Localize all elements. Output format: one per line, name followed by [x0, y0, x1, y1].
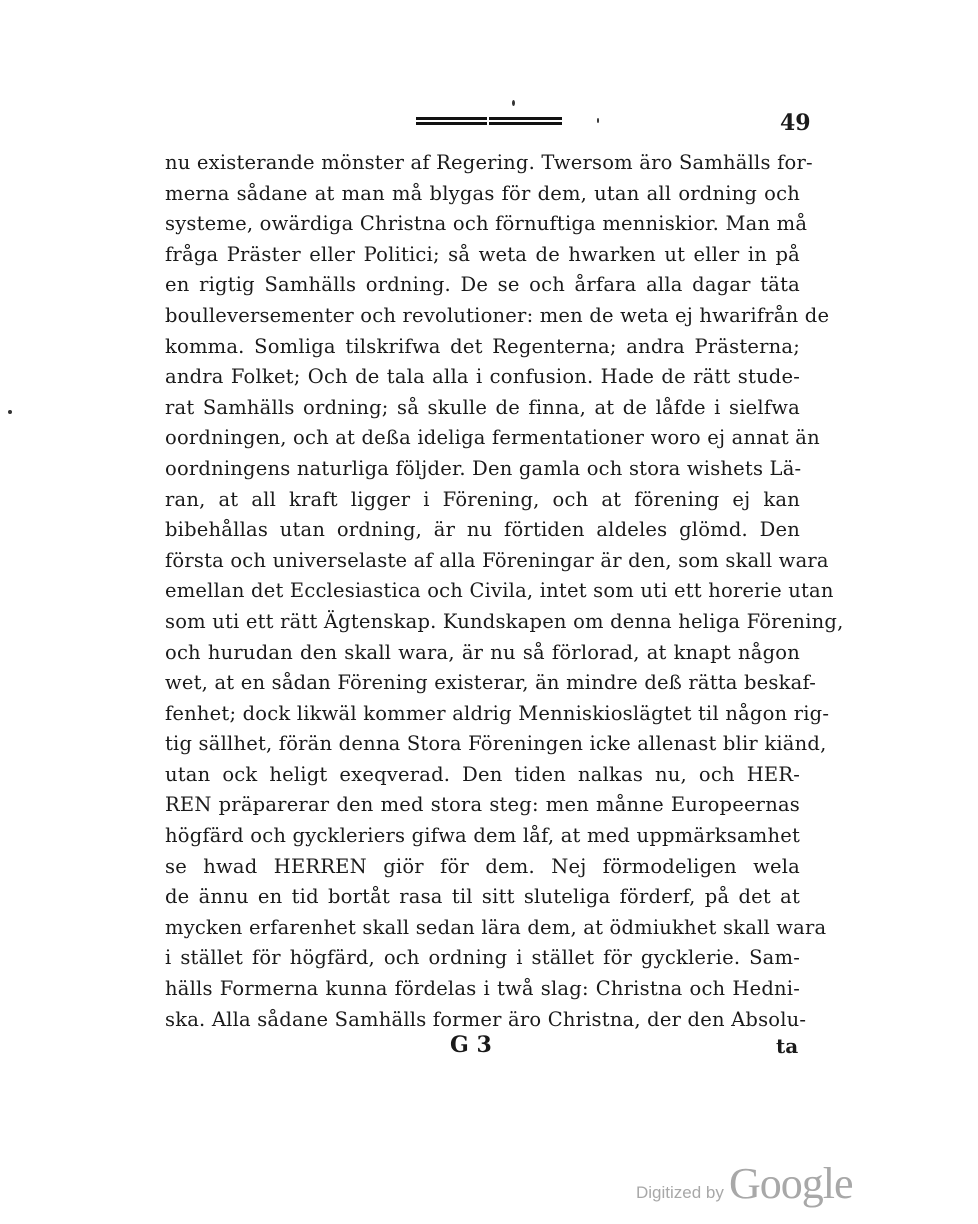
text-line: första och universelaste af alla Föreningar är den, som skall wara [165, 548, 829, 572]
text-line: andra Folket; Och de tala alla i confusion. Hade de rätt stude- [165, 365, 800, 389]
text-line: rat Samhälls ordning; så skulle de finna, at de låfde i sielfwa [165, 395, 800, 419]
watermark-prefix: Digitized by [636, 1183, 724, 1202]
page-number: 49 [780, 110, 811, 136]
text-line: ska. Alla sådane Samhälls former äro Christna, der den Absolu- [165, 1007, 807, 1031]
text-line: wet, at en sådan Förening existerar, än mindre deß rätta beskaf- [165, 671, 816, 695]
text-line: en rigtig Samhälls ordning. De se och årfara alla dagar täta [165, 273, 800, 297]
text-line: oordningen, och at deßa ideliga fermentationer woro ej annat än [165, 426, 820, 450]
text-line: se hwad HERREN giör för dem. Nej förmodeligen wela [165, 854, 800, 878]
ink-speck [597, 118, 599, 123]
text-line: systeme, owärdiga Christna och förnuftiga menniskior. Man må [165, 212, 808, 236]
text-line: och hurudan den skall wara, är nu så förlorad, at knapt någon [165, 640, 800, 664]
text-line: ran, at all kraft ligger i Förening, och at förening ej kan [165, 487, 800, 511]
google-logo: Google [728, 1159, 853, 1208]
text-line: emellan det Ecclesiastica och Civila, intet som uti ett horerie utan [165, 579, 834, 603]
text-line: tig sällhet, förän denna Stora Föreningen icke allenast blir kiänd, [165, 732, 827, 756]
signature-mark: G 3 [450, 1032, 492, 1058]
ink-speck [8, 410, 12, 414]
digitized-by-google-watermark [636, 1158, 853, 1209]
text-body [165, 148, 844, 1035]
text-line: hälls Formerna kunna fördelas i twå slag: Christna och Hedni- [165, 977, 800, 1001]
ink-speck [512, 100, 515, 106]
text-line: som uti ett rätt Ägtenskap. Kundskapen om denna heliga Förening, [165, 609, 844, 633]
text-line: mycken erfarenhet skall sedan lära dem, at ödmiukhet skall wara [165, 915, 827, 939]
text-line: de ännu en tid bortåt rasa til sitt sluteliga förderf, på det at [165, 885, 800, 909]
text-line: i stället för högfärd, och ordning i stället för gycklerie. Sam- [165, 946, 800, 970]
text-line: högfärd och gyckleriers gifwa dem låf, at med uppmärksamhet [165, 824, 800, 848]
text-line: fråga Präster eller Politici; så weta de hwarken ut eller in på [165, 242, 800, 266]
catchword: ta [776, 1034, 799, 1058]
text-line: REN präparerar den med stora steg: men månne Europeernas [165, 793, 800, 817]
text-line: bibehållas utan ordning, är nu förtiden aldeles glömd. Den [165, 518, 800, 542]
text-line: boulleversementer och revolutioner: men de weta ej hwarifrån de [165, 303, 830, 327]
text-line: komma. Somliga tilskrifwa det Regenterna; andra Prästerna; [165, 334, 800, 358]
text-line: utan ock heligt exeqverad. Den tiden nalkas nu, och HER- [165, 762, 800, 786]
text-line: merna sådane at man må blygas för dem, utan all ordning och [165, 181, 800, 205]
header-ornament-rule [416, 117, 562, 127]
text-line: fenhet; dock likwäl kommer aldrig Menniskioslägtet til någon rig- [165, 701, 830, 725]
text-line: nu existerande mönster af Regering. Twersom äro Samhälls for- [165, 151, 813, 174]
text-line: oordningens naturliga följder. Den gamla och stora wishets Lä- [165, 456, 802, 480]
